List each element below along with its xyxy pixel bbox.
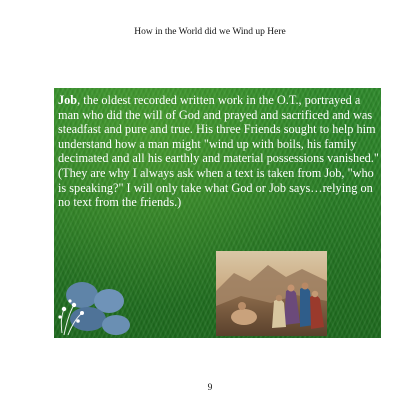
slide-panel	[54, 88, 381, 338]
rocks-and-flowers-illustration	[54, 275, 154, 338]
page-header-title: How in the World did we Wind up Here	[134, 27, 286, 37]
page-number: 9	[207, 383, 213, 393]
lead-bold-word: Job	[58, 93, 78, 107]
slide-text-block	[58, 93, 380, 210]
paragraph-job-body: , the oldest recorded written work in the O.T., portrayed a man who did the will of God and prayed and sacrificed and was steadfast and pure and true. His three Friends sought to help him understand how a man might "wind up with boils, his family decimated and all his earthly and material possessions vanished."	[58, 93, 379, 166]
paragraph-friends-note: (They are why I always ask when a text is taken from Job, "who is speaking?" I will only take what God or Job says…relying on no text from the friends.)	[58, 165, 374, 210]
paragraph-job-intro	[58, 93, 380, 166]
job-and-friends-painting	[216, 251, 327, 336]
